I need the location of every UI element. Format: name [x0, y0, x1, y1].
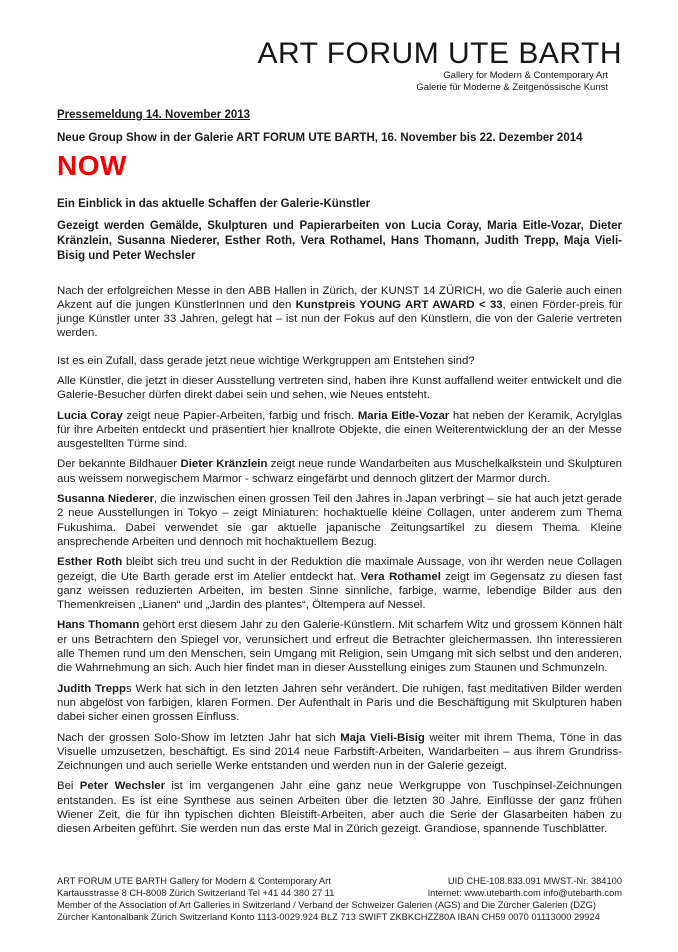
gallery-footer [57, 875, 622, 923]
body-paragraph: Nach der erfolgreichen Messe in den ABB Hallen in Zürich, der KUNST 14 ZÜRICH, wo die Galerie auch einen Akzent auf die jungen KünstlerInnen und den Kunstpreis YOUNG ART AWARD < 33, einen Förder-preis für junge Künstler unter 33 Jahren, gelegt hat – ist nun der Fokus auf den Künstlern, die von der Galerie vertreten werden. [57, 284, 622, 340]
body-paragraph: Bei Peter Wechsler ist im vergangenen Jahr eine ganz neue Werkgruppe von Tuschpinsel-Zeichnungen entstanden. Es ist eine Synthese aus seinen Arbeiten über die letzten 30 Jahre. Einflüsse der ganz frühen Wiener Zeit, die für ihn typischen dichten Bleistift-Arbeiten, aber auch die Serie der Glasarbeiten haben zu diesen Arbeiten geführt. Sie werden nun das erste Mal in Zürich gezeigt. Grandiose, spannende Tuschblätter. [57, 780, 622, 836]
body-paragraph: Ist es ein Zufall, dass gerade jetzt neue wichtige Werkgruppen am Entstehen sind? [57, 354, 475, 367]
lead-artists-list: Gezeigt werden Gemälde, Skulpturen und Papierarbeiten von Lucia Coray, Maria Eitle-Vozar, Dieter Kränzlein, Susanna Niederer, Esther Roth, Vera Rothamel, Hans Thomann, Judith Trepp, Maja Vieli-Bisig und Peter Wechsler [57, 219, 622, 262]
body-paragraph: Alle Künstler, die jetzt in dieser Ausstellung vertreten sind, haben ihre Kunst auffallend weiter entwickelt und die Galerie-Besucher dürfen direkt dabei sein und sehen, wie Neues entsteht. [57, 374, 622, 402]
footer-memberships: Member of the Association of Art Galleries in Switzerland / Verband der Schweizer Galerien (AGS) and Die Zürcher Galerien (DZG) [57, 900, 596, 910]
gallery-name: ART FORUM UTE BARTH [257, 37, 622, 70]
footer-website-email: Internet: www.utebarth.com info@utebarth.com [427, 888, 622, 898]
press-release-body [57, 108, 622, 837]
exhibition-title: NOW [57, 150, 127, 181]
show-announcement: Neue Group Show in der Galerie ART FORUM UTE BARTH, 16. November bis 22. Dezember 2014 [57, 132, 583, 144]
footer-address-phone: Kartausstrasse 8 CH-8008 Zürich Switzerland Tel +41 44 380 27 11 [57, 888, 335, 898]
lead-title: Ein Einblick in das aktuelle Schaffen der Galerie-Künstler [57, 198, 371, 210]
body-paragraph: Hans Thomann gehört erst diesem Jahr zu den Galerie-Künstlern. Mit scharfem Witz und grossem Können hält er uns Betrachtern den Spiegel vor, verunsichert und erfreut die Betrachter gleichermassen. Ihn interessieren alle Themen rund um den Menschen, sein Umgang mit Religion, sein Umgang mit sich selbst und den anderen, die Wahrnehmung an sich. Auch hier findet man in dieser Ausstellung einiges zum Staunen und Schmunzeln. [57, 619, 622, 675]
body-paragraph: Lucia Coray zeigt neue Papier-Arbeiten, farbig und frisch. Maria Eitle-Vozar hat neben der Keramik, Acrylglas für ihre Arbeiten entdeckt und präsentiert hier knallrote Objekte, die einen Weiterentwicklung der an der Messe ausgestellten Türme sind. [57, 409, 622, 451]
gallery-subtitle-en: Gallery for Modern & Contemporary Art [443, 70, 608, 81]
footer-gallery-name: ART FORUM UTE BARTH Gallery for Modern & Contemporary Art [57, 876, 331, 886]
footer-bank-details: Zürcher Kantonalbank Zürich Switzerland Konto 1113-0029.924 BLZ 713 SWIFT ZKBKCHZZ80A IBAN CH59 0070 01113000 29924 [57, 912, 600, 922]
body-paragraph: Der bekannte Bildhauer Dieter Kränzlein zeigt neue runde Wandarbeiten aus Muschelkalkstein und Skulpturen aus weissem norwegischem Marmor - schwarz eingefärbt und dennoch glitzert der Marmor durch. [57, 458, 622, 485]
footer-row-1 [57, 875, 622, 887]
body-paragraph: Judith Trepps Werk hat sich in den letzten Jahren sehr verändert. Die ruhigen, fast meditativen Bilder werden nun abgelöst von farbigen, klaren Formen. Der Aufenthalt in Paris und die Beschäftigung mit Skulpturen haben dabei sicher einen grossen Einfluss. [57, 682, 623, 724]
press-dateline: Pressemeldung 14. November 2013 [57, 109, 251, 121]
gallery-subtitle-de: Galerie für Moderne & Zeitgenössische Kunst [416, 81, 608, 93]
body-paragraph: Susanna Niederer, die inzwischen einen grossen Teil den Jahres in Japan verbringt – sie hat auch jetzt gerade 2 neue Ausstellungen in Tokyo – zeigt Miniaturen: hochaktuelle kleine Collagen, unter anderem zum Thema Fukushima. Dabei verwendet sie gar aktuelle japanische Zeitungsartikel zu diesem Thema. Kleine ansprechende Arbeiten und dennoch mit hochaktuellem Bezug. [57, 493, 623, 548]
body-paragraph: Nach der grossen Solo-Show im letzten Jahr hat sich Maja Vieli-Bisig weiter mit ihrem Thema, Töne in das Visuelle umzusetzen, beschäftigt. Es sind 2014 neue Farbstift-Arbeiten, Wandarbeiten – aus ihrem Grundriss-Zeichnungen und auch serielle Werke entstanden und werden nun in der Galerie gezeigt. [57, 731, 622, 773]
footer-uid-mwst: UID CHE-108.833.091 MWST.-Nr. 384100 [447, 876, 622, 886]
gallery-masthead [57, 38, 622, 93]
footer-row-2 [57, 887, 622, 899]
body-paragraph: Esther Roth bleibt sich treu und sucht in der Reduktion die maximale Aussage, von ihr werden neue Collagen gezeigt, die Ute Barth gerade erst im Atelier entdeckt hat. Vera Rothamel zeigt im Gegensatz zu diesen fast ganz weissen reduzierten Arbeiten, im besten Sinne sinnliche, farbige, warme, lebendige Bilder aus den Themenkreisen „Lianen“ und „Jardin des plantes“, Öltempera auf Nessel. [57, 556, 622, 612]
body-paragraphs [57, 284, 622, 837]
